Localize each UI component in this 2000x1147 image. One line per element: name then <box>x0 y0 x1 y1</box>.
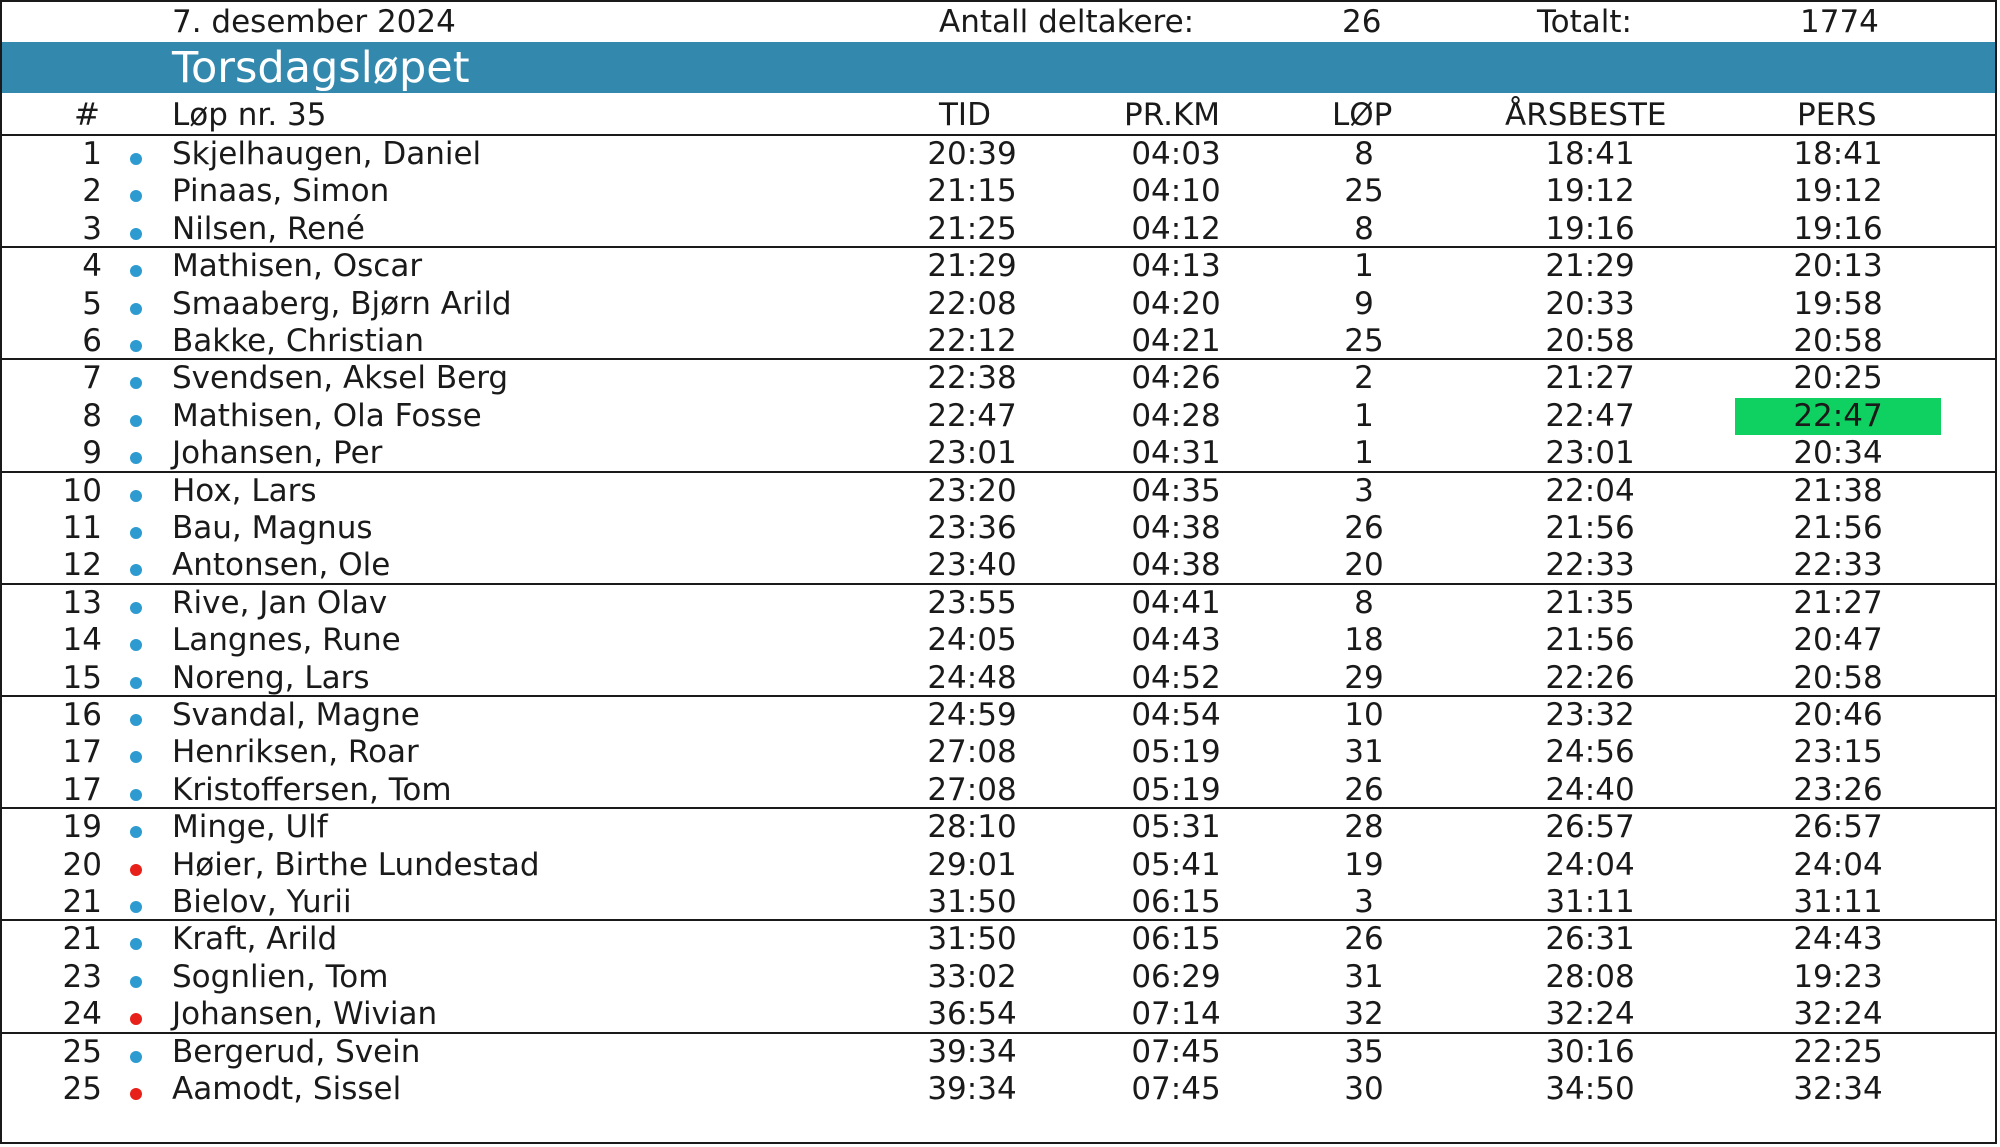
table-row <box>2 473 1995 510</box>
male-dot-icon <box>130 751 142 763</box>
col-header-season-best: ÅRSBESTE <box>1505 97 1667 133</box>
place-cell: 12 <box>62 547 102 584</box>
place-cell: 1 <box>82 136 102 172</box>
male-dot-icon <box>130 228 142 240</box>
personal-best-cell: 20:58 <box>1793 323 1883 359</box>
races-cell: 2 <box>1354 360 1374 397</box>
male-dot-icon <box>130 901 142 913</box>
time-cell: 36:54 <box>927 996 1017 1033</box>
male-dot-icon <box>130 190 142 202</box>
place-cell: 5 <box>82 285 102 322</box>
male-dot-icon <box>130 377 142 389</box>
races-cell: 8 <box>1354 210 1374 247</box>
per-km-cell: 05:19 <box>1131 771 1221 808</box>
place-cell: 13 <box>62 584 102 621</box>
season-best-cell: 21:27 <box>1545 360 1635 397</box>
table-row <box>2 734 1995 771</box>
place-cell: 19 <box>62 809 102 846</box>
races-cell: 31 <box>1344 734 1384 771</box>
races-cell: 29 <box>1344 659 1384 696</box>
col-header-per-km: PR.KM <box>1124 97 1221 133</box>
personal-best-cell: 21:27 <box>1793 584 1883 621</box>
races-cell: 3 <box>1354 884 1374 920</box>
personal-best-cell: 23:15 <box>1793 734 1883 771</box>
place-cell: 16 <box>62 697 102 733</box>
male-dot-icon <box>130 527 142 539</box>
female-dot-icon <box>130 864 142 876</box>
time-cell: 23:36 <box>927 510 1017 546</box>
time-cell: 22:08 <box>927 285 1017 322</box>
runner-name: Svendsen, Aksel Berg <box>172 360 509 397</box>
runner-name: Bakke, Christian <box>172 323 425 359</box>
table-row <box>2 622 1995 659</box>
per-km-cell: 05:31 <box>1131 809 1221 846</box>
place-cell: 24 <box>62 996 102 1033</box>
place-cell: 8 <box>82 397 102 434</box>
time-cell: 22:38 <box>927 360 1017 397</box>
page-title: Torsdagsløpet <box>172 43 470 93</box>
races-cell: 32 <box>1344 996 1384 1033</box>
place-cell: 7 <box>82 360 102 397</box>
runner-name: Kraft, Arild <box>172 921 338 958</box>
runner-name: Pinaas, Simon <box>172 173 390 210</box>
time-cell: 27:08 <box>927 734 1017 771</box>
runner-name: Bielov, Yurii <box>172 884 352 920</box>
season-best-cell: 21:56 <box>1545 622 1635 659</box>
personal-best-cell: 23:26 <box>1793 771 1883 808</box>
total-label: Totalt: <box>1537 4 1632 40</box>
place-cell: 2 <box>82 173 102 210</box>
season-best-cell: 30:16 <box>1545 1033 1635 1070</box>
season-best-cell: 21:35 <box>1545 584 1635 621</box>
personal-best-cell: 24:04 <box>1793 846 1883 883</box>
place-cell: 9 <box>82 435 102 472</box>
personal-best-cell: 20:47 <box>1793 622 1883 659</box>
races-cell: 20 <box>1344 547 1384 584</box>
runner-name: Bergerud, Svein <box>172 1033 421 1070</box>
time-cell: 24:05 <box>927 622 1017 659</box>
personal-best-cell: 18:41 <box>1793 136 1883 172</box>
male-dot-icon <box>130 490 142 502</box>
place-cell: 25 <box>62 1033 102 1070</box>
time-cell: 21:29 <box>927 248 1017 285</box>
col-header-races: LØP <box>1332 97 1393 133</box>
personal-best-cell: 19:23 <box>1793 958 1883 995</box>
participants-label: Antall deltakere: <box>939 4 1195 40</box>
place-cell: 4 <box>82 248 102 285</box>
runner-name: Langnes, Rune <box>172 622 401 659</box>
col-header-race: Løp nr. 35 <box>172 97 327 133</box>
personal-best-cell: 31:11 <box>1793 884 1883 920</box>
season-best-cell: 20:33 <box>1545 285 1635 322</box>
male-dot-icon <box>130 826 142 838</box>
races-cell: 26 <box>1344 510 1384 546</box>
races-cell: 1 <box>1354 248 1374 285</box>
races-cell: 1 <box>1354 435 1374 472</box>
runner-name: Minge, Ulf <box>172 809 328 846</box>
place-cell: 17 <box>62 734 102 771</box>
season-best-cell: 21:56 <box>1545 510 1635 546</box>
per-km-cell: 05:41 <box>1131 846 1221 883</box>
place-cell: 15 <box>62 659 102 696</box>
race-date: 7. desember 2024 <box>172 4 456 40</box>
info-bar <box>2 2 1995 42</box>
time-cell: 31:50 <box>927 921 1017 958</box>
table-row <box>2 211 1995 248</box>
season-best-cell: 26:31 <box>1545 921 1635 958</box>
personal-best-cell: 20:25 <box>1793 360 1883 397</box>
male-dot-icon <box>130 789 142 801</box>
per-km-cell: 04:10 <box>1131 173 1221 210</box>
per-km-cell: 07:14 <box>1131 996 1221 1033</box>
per-km-cell: 06:29 <box>1131 958 1221 995</box>
time-cell: 22:12 <box>927 323 1017 359</box>
races-cell: 3 <box>1354 472 1374 509</box>
table-row <box>2 585 1995 622</box>
personal-best-cell: 19:12 <box>1793 173 1883 210</box>
runner-name: Johansen, Per <box>172 435 383 472</box>
personal-best-cell: 22:47 <box>1793 397 1883 434</box>
season-best-cell: 22:47 <box>1545 397 1635 434</box>
per-km-cell: 04:12 <box>1131 210 1221 247</box>
col-header-time: TID <box>939 97 991 133</box>
place-cell: 21 <box>62 884 102 920</box>
place-cell: 20 <box>62 846 102 883</box>
season-best-cell: 31:11 <box>1545 884 1635 920</box>
season-best-cell: 22:33 <box>1545 547 1635 584</box>
place-cell: 17 <box>62 771 102 808</box>
runner-name: Smaaberg, Bjørn Arild <box>172 285 512 322</box>
per-km-cell: 04:54 <box>1131 697 1221 733</box>
female-dot-icon <box>130 1088 142 1100</box>
season-best-cell: 22:04 <box>1545 472 1635 509</box>
runner-name: Johansen, Wivian <box>172 996 438 1033</box>
personal-best-cell: 32:24 <box>1793 996 1883 1033</box>
place-cell: 6 <box>82 323 102 359</box>
table-row <box>2 847 1995 884</box>
races-cell: 26 <box>1344 771 1384 808</box>
races-cell: 10 <box>1344 697 1384 733</box>
season-best-cell: 21:29 <box>1545 248 1635 285</box>
time-cell: 39:34 <box>927 1033 1017 1070</box>
male-dot-icon <box>130 340 142 352</box>
per-km-cell: 04:52 <box>1131 659 1221 696</box>
runner-name: Antonsen, Ole <box>172 547 391 584</box>
male-dot-icon <box>130 1051 142 1063</box>
per-km-cell: 06:15 <box>1131 884 1221 920</box>
male-dot-icon <box>130 452 142 464</box>
runner-name: Mathisen, Oscar <box>172 248 423 285</box>
races-cell: 19 <box>1344 846 1384 883</box>
time-cell: 23:01 <box>927 435 1017 472</box>
table-row <box>2 286 1995 323</box>
season-best-cell: 24:56 <box>1545 734 1635 771</box>
table-row <box>2 697 1995 734</box>
table-row <box>2 772 1995 809</box>
time-cell: 24:59 <box>927 697 1017 733</box>
runner-name: Rive, Jan Olav <box>172 584 388 621</box>
col-header-personal-best: PERS <box>1797 97 1877 133</box>
per-km-cell: 04:28 <box>1131 397 1221 434</box>
per-km-cell: 04:31 <box>1131 435 1221 472</box>
time-cell: 21:15 <box>927 173 1017 210</box>
runner-name: Nilsen, René <box>172 210 365 247</box>
time-cell: 39:34 <box>927 1071 1017 1107</box>
races-cell: 9 <box>1354 285 1374 322</box>
season-best-cell: 18:41 <box>1545 136 1635 172</box>
season-best-cell: 19:12 <box>1545 173 1635 210</box>
personal-best-cell: 19:16 <box>1793 210 1883 247</box>
races-cell: 18 <box>1344 622 1384 659</box>
season-best-cell: 34:50 <box>1545 1071 1635 1107</box>
table-row <box>2 547 1995 584</box>
time-cell: 22:47 <box>927 397 1017 434</box>
male-dot-icon <box>130 639 142 651</box>
male-dot-icon <box>130 303 142 315</box>
per-km-cell: 04:03 <box>1131 136 1221 172</box>
runner-name: Aamodt, Sissel <box>172 1071 402 1107</box>
per-km-cell: 04:21 <box>1131 323 1221 359</box>
season-best-cell: 32:24 <box>1545 996 1635 1033</box>
races-cell: 8 <box>1354 136 1374 172</box>
runner-name: Kristoffersen, Tom <box>172 771 452 808</box>
season-best-cell: 20:58 <box>1545 323 1635 359</box>
per-km-cell: 04:26 <box>1131 360 1221 397</box>
races-cell: 26 <box>1344 921 1384 958</box>
time-cell: 31:50 <box>927 884 1017 920</box>
time-cell: 28:10 <box>927 809 1017 846</box>
runner-name: Mathisen, Ola Fosse <box>172 397 482 434</box>
season-best-cell: 24:04 <box>1545 846 1635 883</box>
table-row <box>2 660 1995 697</box>
male-dot-icon <box>130 602 142 614</box>
personal-best-cell: 24:43 <box>1793 921 1883 958</box>
table-row <box>2 510 1995 547</box>
table-row <box>2 1034 1995 1071</box>
runner-name: Bau, Magnus <box>172 510 373 546</box>
place-cell: 25 <box>62 1071 102 1107</box>
runner-name: Noreng, Lars <box>172 659 370 696</box>
table-row <box>2 809 1995 846</box>
male-dot-icon <box>130 564 142 576</box>
per-km-cell: 04:43 <box>1131 622 1221 659</box>
total-value: 1774 <box>1800 4 1879 40</box>
per-km-cell: 04:38 <box>1131 510 1221 546</box>
personal-best-cell: 21:38 <box>1793 472 1883 509</box>
personal-best-cell: 26:57 <box>1793 809 1883 846</box>
per-km-cell: 04:35 <box>1131 472 1221 509</box>
table-row <box>2 884 1995 921</box>
season-best-cell: 26:57 <box>1545 809 1635 846</box>
place-cell: 11 <box>62 510 102 546</box>
personal-best-cell: 21:56 <box>1793 510 1883 546</box>
season-best-cell: 19:16 <box>1545 210 1635 247</box>
personal-best-cell: 32:34 <box>1793 1071 1883 1107</box>
male-dot-icon <box>130 415 142 427</box>
runner-name: Svandal, Magne <box>172 697 420 733</box>
time-cell: 23:20 <box>927 472 1017 509</box>
time-cell: 27:08 <box>927 771 1017 808</box>
personal-best-cell: 22:33 <box>1793 547 1883 584</box>
male-dot-icon <box>130 938 142 950</box>
season-best-cell: 28:08 <box>1545 958 1635 995</box>
table-row <box>2 996 1995 1033</box>
races-cell: 25 <box>1344 173 1384 210</box>
personal-best-cell: 22:25 <box>1793 1033 1883 1070</box>
male-dot-icon <box>130 976 142 988</box>
table-row <box>2 398 1995 435</box>
races-cell: 25 <box>1344 323 1384 359</box>
season-best-cell: 22:26 <box>1545 659 1635 696</box>
time-cell: 33:02 <box>927 958 1017 995</box>
personal-best-cell: 19:58 <box>1793 285 1883 322</box>
per-km-cell: 04:20 <box>1131 285 1221 322</box>
male-dot-icon <box>130 677 142 689</box>
races-cell: 35 <box>1344 1033 1384 1070</box>
time-cell: 23:55 <box>927 584 1017 621</box>
races-cell: 1 <box>1354 397 1374 434</box>
runner-name: Skjelhaugen, Daniel <box>172 136 482 172</box>
per-km-cell: 06:15 <box>1131 921 1221 958</box>
table-row <box>2 173 1995 210</box>
season-best-cell: 24:40 <box>1545 771 1635 808</box>
personal-best-cell: 20:34 <box>1793 435 1883 472</box>
place-cell: 21 <box>62 921 102 958</box>
runner-name: Hox, Lars <box>172 472 317 509</box>
races-cell: 8 <box>1354 584 1374 621</box>
female-dot-icon <box>130 1013 142 1025</box>
place-cell: 23 <box>62 958 102 995</box>
time-cell: 29:01 <box>927 846 1017 883</box>
male-dot-icon <box>130 714 142 726</box>
races-cell: 31 <box>1344 958 1384 995</box>
races-cell: 28 <box>1344 809 1384 846</box>
time-cell: 24:48 <box>927 659 1017 696</box>
races-cell: 30 <box>1344 1071 1384 1107</box>
personal-best-cell: 20:58 <box>1793 659 1883 696</box>
time-cell: 20:39 <box>927 136 1017 172</box>
per-km-cell: 04:41 <box>1131 584 1221 621</box>
col-header-number: # <box>74 97 100 133</box>
table-row <box>2 1071 1995 1108</box>
table-row <box>2 921 1995 958</box>
personal-best-cell: 20:46 <box>1793 697 1883 733</box>
table-row <box>2 360 1995 397</box>
table-row <box>2 959 1995 996</box>
participants-count: 26 <box>1342 4 1382 40</box>
per-km-cell: 07:45 <box>1131 1033 1221 1070</box>
per-km-cell: 05:19 <box>1131 734 1221 771</box>
season-best-cell: 23:01 <box>1545 435 1635 472</box>
table-row <box>2 323 1995 360</box>
per-km-cell: 07:45 <box>1131 1071 1221 1107</box>
runner-name: Henriksen, Roar <box>172 734 419 771</box>
season-best-cell: 23:32 <box>1545 697 1635 733</box>
time-cell: 21:25 <box>927 210 1017 247</box>
table-row <box>2 248 1995 285</box>
male-dot-icon <box>130 265 142 277</box>
male-dot-icon <box>130 153 142 165</box>
personal-best-cell: 20:13 <box>1793 248 1883 285</box>
per-km-cell: 04:38 <box>1131 547 1221 584</box>
place-cell: 10 <box>62 472 102 509</box>
place-cell: 14 <box>62 622 102 659</box>
table-row <box>2 435 1995 472</box>
column-header-row <box>2 93 1995 136</box>
runner-name: Høier, Birthe Lundestad <box>172 846 540 883</box>
runner-name: Sognlien, Tom <box>172 958 389 995</box>
per-km-cell: 04:13 <box>1131 248 1221 285</box>
time-cell: 23:40 <box>927 547 1017 584</box>
table-row <box>2 136 1995 173</box>
place-cell: 3 <box>82 210 102 247</box>
title-bar <box>2 42 1995 93</box>
